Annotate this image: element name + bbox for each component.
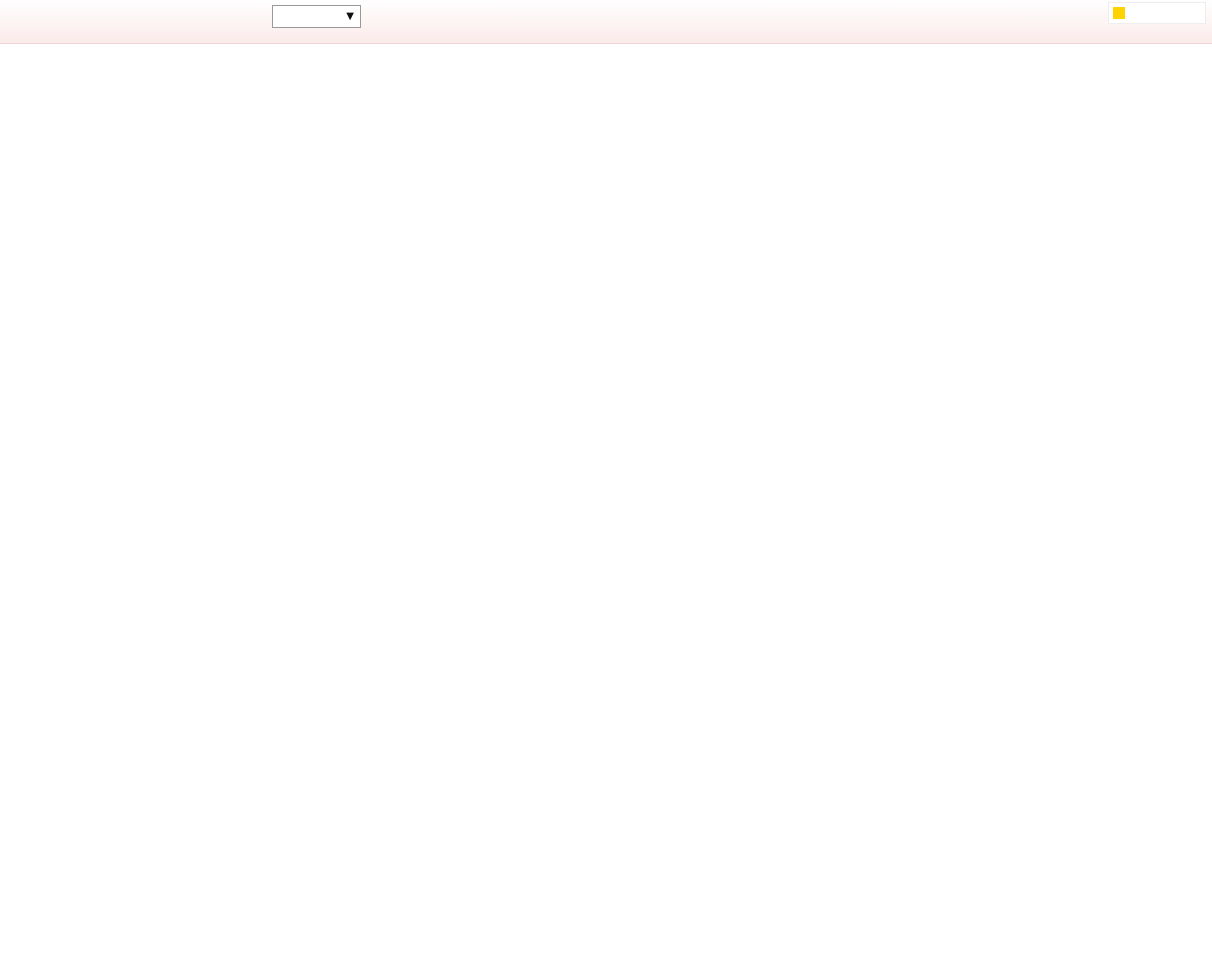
logo-icon — [1113, 7, 1125, 19]
site-logo[interactable] — [1108, 2, 1206, 24]
table-header — [0, 44, 1212, 70]
chevron-down-icon: ▼ — [346, 11, 354, 22]
period-select[interactable] — [272, 5, 361, 28]
top-bar — [0, 0, 1212, 44]
